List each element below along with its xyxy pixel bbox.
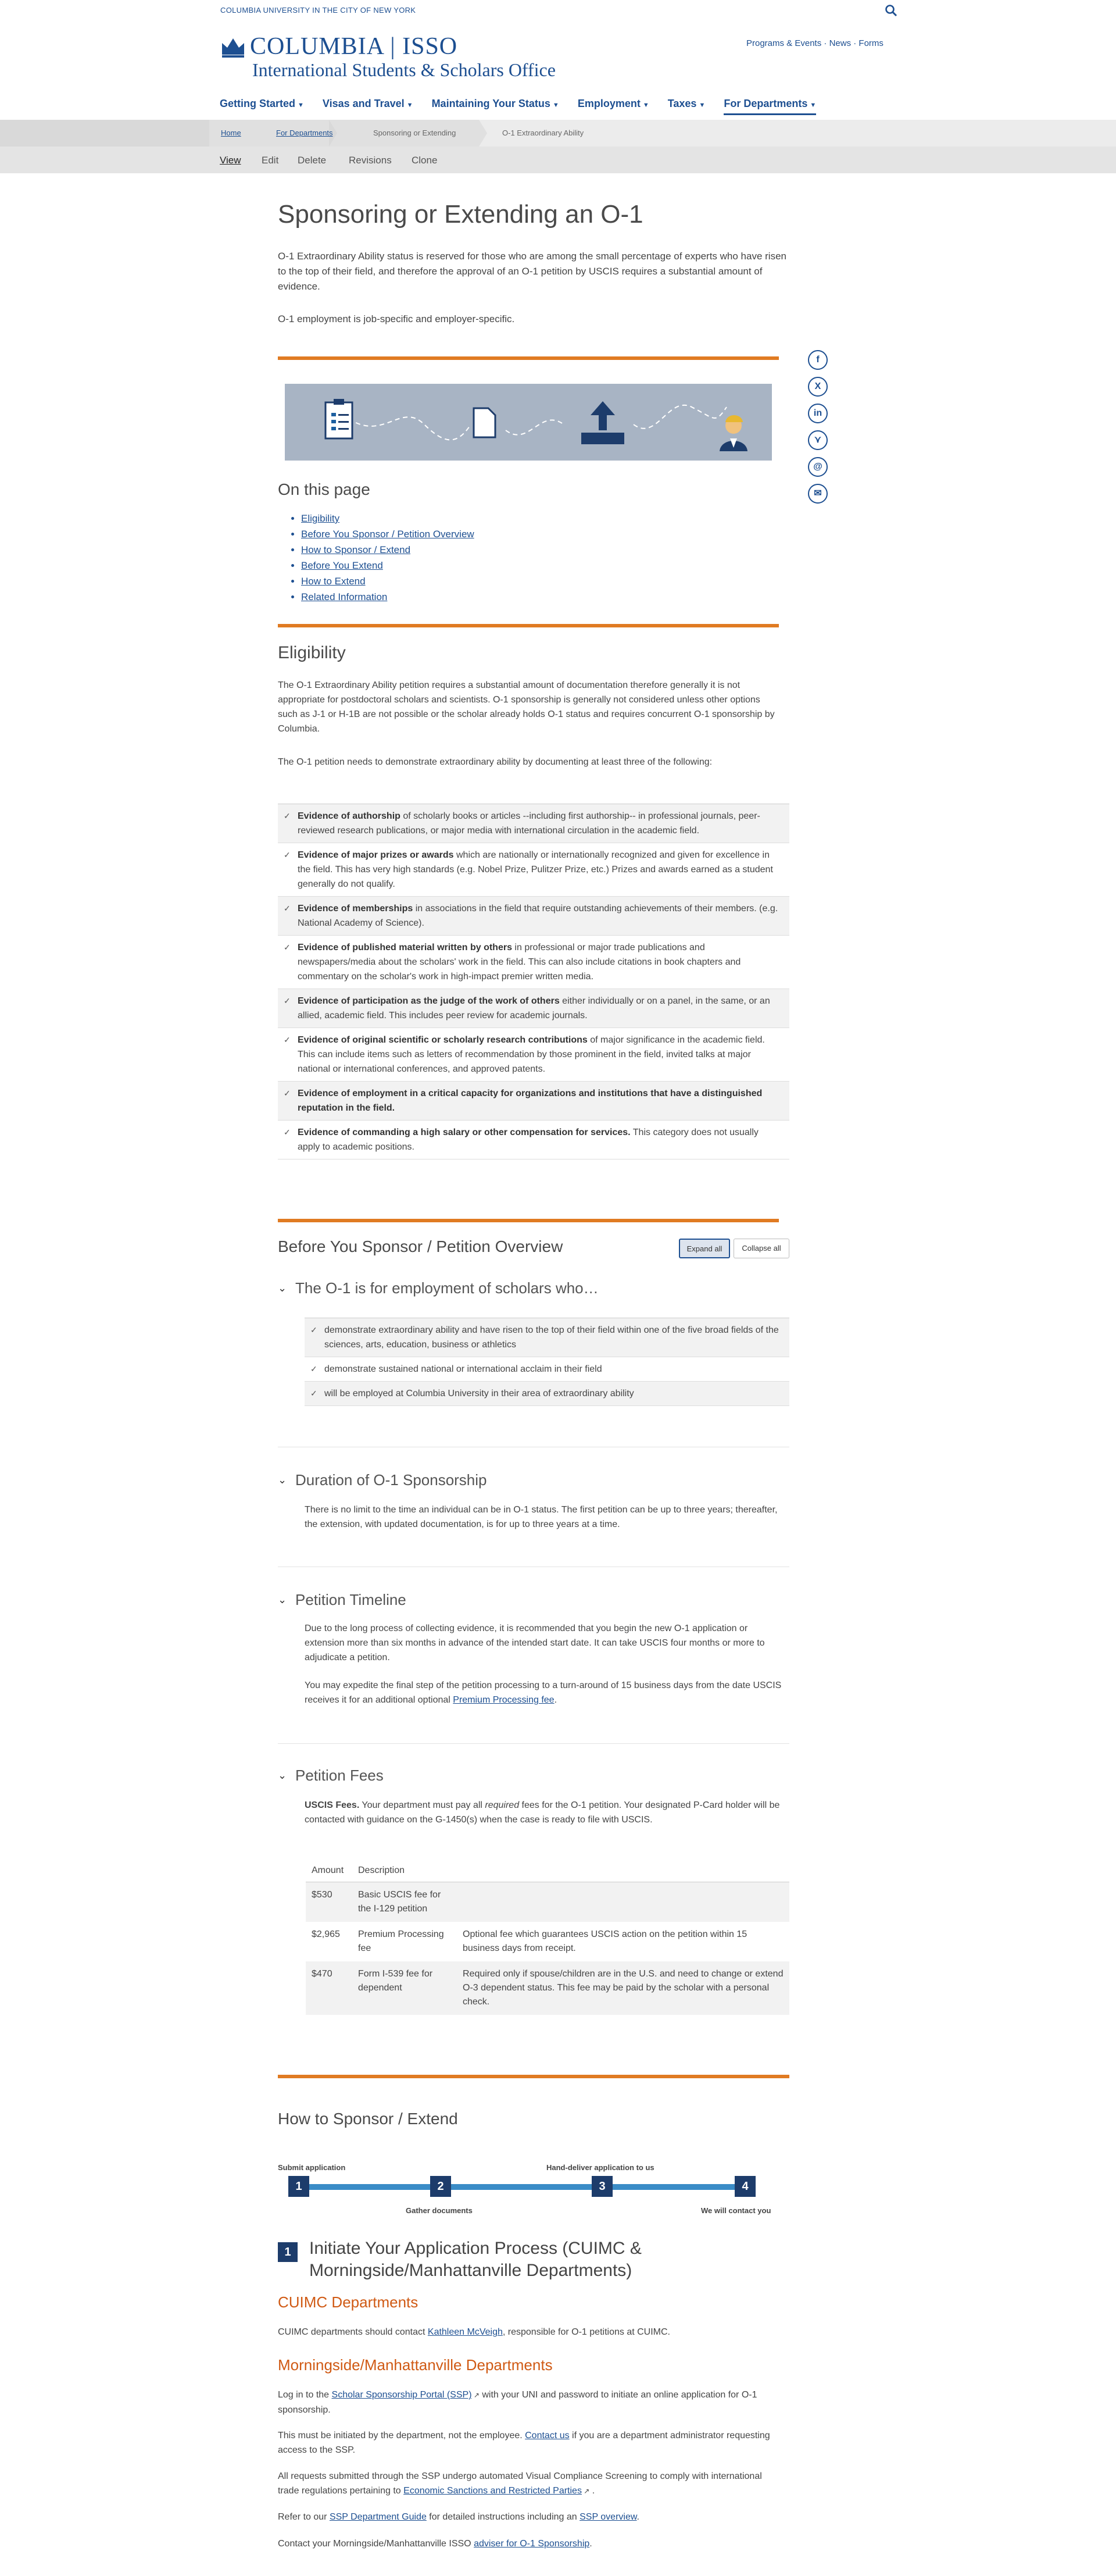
document-icon xyxy=(474,408,495,437)
item-bold: Evidence of commanding a high salary or other compensation for services. xyxy=(298,1128,631,1137)
tab-view[interactable]: View xyxy=(220,155,241,166)
cuimc-text xyxy=(278,2325,778,2339)
table-header-row xyxy=(306,1860,789,1882)
item-bold: Evidence of major prizes or awards xyxy=(298,850,454,860)
nav-getting-started[interactable] xyxy=(220,98,304,115)
accordion-header[interactable] xyxy=(278,1591,406,1609)
facebook-icon[interactable]: f xyxy=(808,350,828,370)
university-link[interactable]: COLUMBIA UNIVERSITY IN THE CITY OF NEW YORK xyxy=(220,6,416,15)
sanctions-link[interactable]: Economic Sanctions and Restricted Parties xyxy=(403,2486,582,2496)
list-item xyxy=(278,897,789,936)
morningside-text-3 xyxy=(278,2469,778,2499)
toc-link-related[interactable]: Related Information xyxy=(301,591,388,602)
ssp-overview-link[interactable]: SSP overview xyxy=(580,2512,637,2522)
step-number: 1 xyxy=(288,2176,309,2197)
nav-maintaining-status[interactable] xyxy=(432,98,559,115)
chevron-down-icon: ⌄ xyxy=(278,1594,287,1605)
accordion-header[interactable] xyxy=(278,1279,599,1297)
logo-line1: COLUMBIA | ISSO xyxy=(250,33,458,60)
social-share xyxy=(808,350,831,511)
item-text: of major significance in the academic field. This can include items such as letters of recommendation by those prominent in the field, invited talks at major national or international conferences, and approved patents. xyxy=(298,1035,765,1074)
text: with your UNI and password to initiate an online application for O-1 sponsorship. xyxy=(278,2390,757,2415)
fee-amount: $530 xyxy=(306,1882,352,1922)
toc-link-how-to-sponsor[interactable]: How to Sponsor / Extend xyxy=(301,544,411,555)
utility-link-news[interactable]: News xyxy=(829,38,852,48)
accordion-title: Petition Timeline xyxy=(295,1591,406,1608)
check-icon: ✓ xyxy=(284,996,291,1005)
step-number: 2 xyxy=(430,2176,451,2197)
breadcrumb-home[interactable] xyxy=(221,120,241,147)
intro-paragraph: O-1 Extraordinary Ability status is reserved for those who are among the small percentage of experts who have risen to the top of their field, and therefore the approval of an O-1 petition by USCIS requires a substantial amount of evidence. xyxy=(278,251,786,292)
eligibility-heading: Eligibility xyxy=(278,643,346,662)
table-row xyxy=(306,1922,789,1961)
toc-link-eligibility[interactable]: Eligibility xyxy=(301,513,340,524)
list-item xyxy=(278,989,789,1028)
intro-paragraph-2: O-1 employment is job-specific and employer-specific. xyxy=(278,313,515,324)
nav-for-departments[interactable] xyxy=(724,98,816,115)
list-item xyxy=(278,1121,789,1159)
nav-employment[interactable] xyxy=(578,98,649,115)
table-row xyxy=(306,1961,789,2015)
section-divider xyxy=(278,356,779,360)
accordion-title: Petition Fees xyxy=(295,1767,384,1784)
email-icon[interactable]: ✉ xyxy=(808,484,828,504)
accordion-text-2 xyxy=(305,1678,787,1707)
step-1-badge: 1 xyxy=(278,2242,298,2262)
utility-links: Programs & Events · News · Forms xyxy=(746,38,884,48)
accordion-controls xyxy=(679,1239,789,1258)
text: Refer to our xyxy=(278,2512,330,2522)
morningside-text-4 xyxy=(278,2510,778,2524)
premium-processing-link[interactable]: Premium Processing fee xyxy=(453,1695,555,1705)
morningside-text xyxy=(278,2388,778,2417)
list-item xyxy=(278,936,789,989)
morningside-text-5 xyxy=(278,2536,778,2551)
item-bold: Evidence of published material written by others xyxy=(298,943,512,952)
list-item xyxy=(305,1382,789,1406)
text: This must be initiated by the department, not the employee. xyxy=(278,2431,525,2441)
toc-item[interactable] xyxy=(301,591,474,607)
chevron-down-icon: ⌄ xyxy=(278,1474,287,1486)
nav-visas-travel[interactable] xyxy=(323,98,413,115)
tab-delete[interactable]: Delete xyxy=(298,155,327,166)
accordion-text xyxy=(305,1798,787,1827)
crown-icon xyxy=(220,35,246,58)
step-number: 3 xyxy=(592,2176,613,2197)
accordion-text: There is no limit to the time an individual can be in O-1 status. The first petition can be up to three years; thereafter, the extension, with updated documentation, is for up to three years at a time. xyxy=(305,1505,778,1529)
breadcrumb xyxy=(0,120,1116,147)
morningside-heading: Morningside/Manhattanville Departments xyxy=(278,2356,553,2374)
item-text: either individually or on a panel, in the same, or an allied, academic field. This includes peer review for academic journals. xyxy=(298,996,770,1021)
text: Contact your Morningside/Manhattanville ISSO xyxy=(278,2539,474,2549)
bluesky-icon[interactable]: ⋎ xyxy=(808,430,828,450)
fees-table xyxy=(306,1860,789,2015)
tab-revisions[interactable]: Revisions xyxy=(349,155,392,166)
page-title: Sponsoring or Extending an O-1 xyxy=(278,200,643,229)
process-steps xyxy=(278,2150,789,2214)
text: . xyxy=(589,2539,592,2549)
chevron-down-icon: ⌄ xyxy=(278,1769,287,1781)
text: Log in to the xyxy=(278,2390,332,2400)
threads-icon[interactable]: @ xyxy=(808,457,828,477)
step-1-heading: Initiate Your Application Process (CUIMC & Morningside/Manhattanville Departments) xyxy=(309,2239,642,2280)
check-icon: ✓ xyxy=(284,1035,291,1044)
list-item xyxy=(278,1028,789,1082)
toc-item[interactable] xyxy=(301,529,474,544)
utility-link-programs[interactable]: Programs & Events xyxy=(746,38,822,48)
check-icon: ✓ xyxy=(284,850,291,859)
x-icon[interactable]: X xyxy=(808,377,828,397)
fee-name: Basic USCIS fee for the I-129 petition xyxy=(352,1882,457,1922)
item-bold: Evidence of participation as the judge of the work of others xyxy=(298,996,560,1006)
accordion-title: Duration of O-1 Sponsorship xyxy=(295,1471,487,1489)
caret-down-icon: ▼ xyxy=(810,102,817,109)
ssp-portal-link[interactable]: Scholar Sponsorship Portal (SSP) xyxy=(331,2390,472,2400)
item-text: This category does not usually apply to academic positions. xyxy=(298,1128,759,1152)
toc-link-how-to-extend[interactable]: How to Extend xyxy=(301,576,366,587)
accordion-checklist xyxy=(305,1318,789,1406)
tab-clone[interactable]: Clone xyxy=(412,155,438,166)
list-item xyxy=(278,843,789,897)
check-icon: ✓ xyxy=(310,1389,317,1398)
breadcrumb-bg xyxy=(0,120,209,147)
morningside-text-2 xyxy=(278,2428,778,2457)
toc-link-before-extend[interactable]: Before You Extend xyxy=(301,560,383,571)
check-icon: ✓ xyxy=(284,1089,291,1098)
text: for detailed instructions including an xyxy=(426,2512,580,2522)
step-label: Gather documents xyxy=(406,2206,473,2215)
ssp-guide-link[interactable]: SSP Department Guide xyxy=(329,2512,427,2522)
item-text: demonstrate sustained national or international acclaim in their field xyxy=(324,1364,602,1374)
breadcrumb-link[interactable]: For Departments xyxy=(276,129,333,137)
search-icon[interactable] xyxy=(884,3,898,17)
toc-heading: On this page xyxy=(278,480,370,498)
item-text: demonstrate extraordinary ability and have risen to the top of their field within one of the five broad fields of the sciences, arts, education, business or athletics xyxy=(324,1325,779,1350)
tab-edit[interactable]: Edit xyxy=(262,155,279,166)
item-text: in associations in the field that require outstanding achievements of their members. (e.g. National Academy of Science). xyxy=(298,904,778,928)
section-divider xyxy=(278,624,779,627)
list-item xyxy=(278,804,789,843)
item-bold: Evidence of authorship xyxy=(298,811,400,821)
fee-name: Form I-539 fee for dependent xyxy=(352,1961,457,2015)
check-icon: ✓ xyxy=(284,943,291,952)
item-bold: Evidence of original scientific or scholarly research contributions xyxy=(298,1035,588,1045)
nav-label: Employment xyxy=(577,98,641,109)
step-label: Submit application xyxy=(278,2163,346,2172)
caret-down-icon: ▼ xyxy=(406,102,413,109)
external-link-icon: ↗ xyxy=(471,2391,480,2399)
adviser-link[interactable]: adviser for O-1 Sponsorship xyxy=(474,2539,590,2549)
cuimc-heading: CUIMC Departments xyxy=(278,2293,419,2311)
isso-logo[interactable] xyxy=(220,33,580,85)
masthead xyxy=(0,21,1116,85)
item-bold: Evidence of memberships xyxy=(298,904,413,914)
text: CUIMC departments should contact xyxy=(278,2327,428,2337)
toc-list xyxy=(301,513,474,607)
howto-heading: How to Sponsor / Extend xyxy=(278,2110,458,2128)
nav-label: Visas and Travel xyxy=(322,98,405,109)
kathleen-mcveigh-link[interactable]: Kathleen McVeigh xyxy=(427,2327,503,2337)
accordion-divider xyxy=(278,1743,789,1744)
breadcrumb-separator xyxy=(479,120,487,147)
toc-link-before-sponsor[interactable]: Before You Sponsor / Petition Overview xyxy=(301,529,474,540)
eligibility-paragraph: The O-1 Extraordinary Ability petition requires a substantial amount of documentation therefore generally it is not appropriate for postdoctoral scholars and scientists. O-1 sponsorship is generally not considered unless other options such as J-1 or H-1B are not possible or the scholar already holds O-1 status and requires concurrent O-1 sponsorship by Columbia. xyxy=(278,680,775,734)
fee-amount: $2,965 xyxy=(312,1929,340,1939)
caret-down-icon: ▼ xyxy=(699,102,706,109)
item-text: which are nationally or internationally recognized and given for excellence in the field. This has very high standards (e.g. Nobel Prize, Pulitzer Prize, etc.) Prizes and awards earned as a student generally do not qualify. xyxy=(298,850,773,889)
fee-desc: Optional fee which guarantees USCIS action on the petition within 15 business days from receipt. xyxy=(463,1929,747,1953)
accordion-title: The O-1 is for employment of scholars who… xyxy=(295,1279,599,1297)
column-header: Amount xyxy=(306,1860,352,1882)
accordion-header[interactable] xyxy=(278,1471,487,1489)
university-bar xyxy=(0,0,1116,21)
check-icon: ✓ xyxy=(284,1128,291,1137)
steps-bar xyxy=(295,2184,754,2190)
clipboard-icon xyxy=(326,402,352,438)
breadcrumb-sponsoring[interactable]: Sponsoring or Extending xyxy=(373,129,456,137)
check-icon: ✓ xyxy=(284,811,291,820)
list-item xyxy=(305,1318,789,1357)
logo-line2: International Students & Scholars Office xyxy=(252,59,556,80)
text: . xyxy=(636,2512,639,2522)
upload-icon xyxy=(581,433,624,444)
section-divider xyxy=(278,2075,789,2078)
accordion-text: Due to the long process of collecting evidence, it is recommended that you begin the new O-1 application or extension more than six months in advance of the intended start date. It can take USCIS four months or more to adjudicate a petition. xyxy=(305,1624,765,1662)
linkedin-icon[interactable]: in xyxy=(808,404,828,423)
breadcrumb-current: O-1 Extraordinary Ability xyxy=(502,129,584,137)
nav-label: Getting Started xyxy=(220,98,296,109)
step-number: 4 xyxy=(735,2176,756,2197)
toc-item[interactable] xyxy=(301,513,474,529)
eligibility-checklist xyxy=(278,804,789,1159)
main-nav xyxy=(220,98,816,115)
text-em: required xyxy=(485,1800,520,1810)
toc-item[interactable] xyxy=(301,576,474,591)
text-bold: USCIS Fees. xyxy=(305,1800,360,1810)
column-header: Description xyxy=(352,1860,789,1882)
check-icon: ✓ xyxy=(284,904,291,913)
text: . xyxy=(554,1695,557,1705)
nav-label: Taxes xyxy=(667,98,697,109)
eligibility-paragraph-2: The O-1 petition needs to demonstrate extraordinary ability by documenting at least three of the following: xyxy=(278,757,713,767)
process-illustration xyxy=(285,384,772,461)
nav-label: For Departments xyxy=(724,98,808,109)
item-text: of scholarly books or articles --including first authorship-- in professional journals, peer-reviewed research publications, or major media with international circulation in the academic field. xyxy=(298,811,760,836)
section-divider xyxy=(278,1219,779,1222)
contact-us-link[interactable]: Contact us xyxy=(525,2431,570,2441)
fee-desc xyxy=(457,1882,789,1922)
fee-name: Premium Processing fee xyxy=(358,1929,444,1953)
fee-desc: Required only if spouse/children are in the U.S. and need to change or extend O-3 dependent status. This fee may be paid by the scholar with a personal check. xyxy=(457,1961,789,2015)
check-icon: ✓ xyxy=(310,1325,317,1335)
text: All requests submitted through the SSP undergo automated Visual Compliance Screening to comply with international trade regulations pertaining to xyxy=(278,2471,762,2496)
item-text: in professional or major trade publications and newspapers/media about the scholars' work in the field. This can also include citations in book chapters and commentary on the scholar's work in high-impact premier written media. xyxy=(298,943,741,982)
caret-down-icon: ▼ xyxy=(298,102,304,109)
text: Your department must pay all xyxy=(359,1800,485,1810)
text: if you are a department administrator requesting access to the SSP. xyxy=(278,2431,770,2455)
table-row xyxy=(306,1882,789,1922)
illustration-graphic xyxy=(285,384,772,461)
check-icon: ✓ xyxy=(310,1364,317,1373)
step-label: Hand-deliver application to us xyxy=(546,2163,654,2172)
caret-down-icon: ▼ xyxy=(552,102,559,109)
breadcrumb-for-departments[interactable] xyxy=(276,120,333,147)
toc-item[interactable] xyxy=(301,544,474,560)
breadcrumb-link[interactable]: Home xyxy=(221,129,241,137)
text: . xyxy=(589,2486,595,2496)
list-item xyxy=(305,1357,789,1382)
caret-down-icon: ▼ xyxy=(642,102,649,109)
text: , responsible for O-1 petitions at CUIMC. xyxy=(502,2327,670,2337)
item-bold: Evidence of employment in a critical capacity for organizations and institutions that have a distinguished reputation in the field. xyxy=(298,1089,763,1113)
chevron-down-icon: ⌄ xyxy=(278,1282,287,1294)
overview-heading: Before You Sponsor / Petition Overview xyxy=(278,1237,563,1255)
collapse-all-button[interactable]: Collapse all xyxy=(734,1239,789,1258)
text: You may expedite the final step of the petition processing to a turn-around of 15 business days from the date USCIS receives it for an additional optional xyxy=(305,1681,782,1705)
fee-amount: $470 xyxy=(306,1961,352,2015)
admin-tabs xyxy=(0,147,1116,173)
step-label: We will contact you xyxy=(701,2206,771,2215)
toc-item[interactable] xyxy=(301,560,474,576)
utility-link-forms[interactable]: Forms xyxy=(859,38,884,48)
accordion-header[interactable] xyxy=(278,1767,384,1785)
expand-all-button[interactable]: Expand all xyxy=(679,1239,730,1258)
nav-label: Maintaining Your Status xyxy=(431,98,550,109)
list-item xyxy=(278,1082,789,1121)
text: fees for the O-1 petition. Your designated P-Card holder will be contacted with guidance on the G-1450(s) when the case is ready to file with USCIS. xyxy=(305,1800,780,1825)
nav-taxes[interactable] xyxy=(668,98,706,115)
external-link-icon: ↗ xyxy=(581,2487,590,2495)
item-text: will be employed at Columbia University in their area of extraordinary ability xyxy=(324,1389,634,1398)
